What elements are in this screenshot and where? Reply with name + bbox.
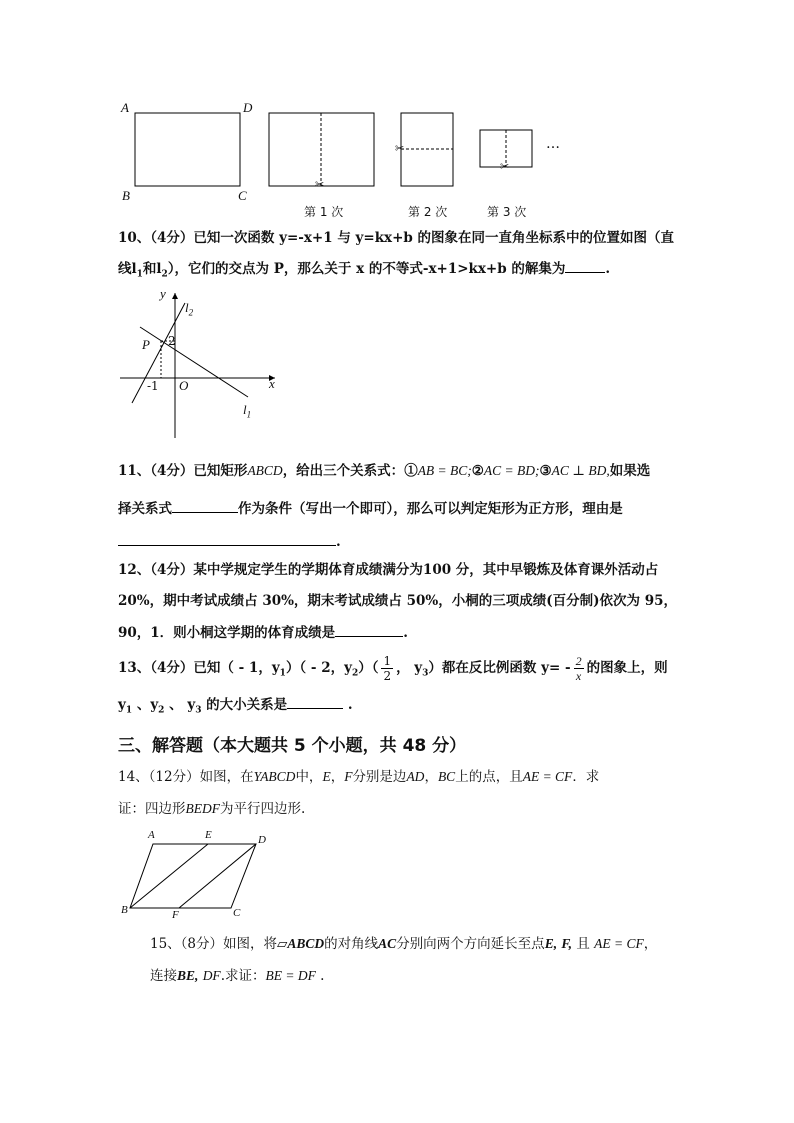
label-l2: $l_2$: [185, 300, 194, 318]
label-D: D: [243, 100, 253, 115]
caption-1: 第 1 次: [304, 205, 344, 219]
label-A: A: [121, 100, 129, 115]
label-B: B: [122, 188, 130, 203]
q11-line1: 11、（4分）已知矩形ABCD，给出三个关系式：①AB = BC;②AC = BD;③AC ⊥ BD,如果选: [118, 463, 651, 479]
q11-line2: 择关系式 作为条件（写出一个即可），那么可以判定矩形为正方形，理由是: [118, 498, 623, 519]
q15-line1: 15、（8分）如图，将▱ABCD的对角线AC分别向两个方向延长至点E, F, 且 AE = CF，: [150, 936, 658, 952]
scissors-icon: ✂: [500, 160, 510, 173]
cut-diagram: [110, 95, 580, 220]
q13-line2: $y_1$ 、$y_2$ 、 $y_3$ 的大小关系是 .: [118, 694, 353, 721]
label-C: C: [238, 188, 247, 203]
q12-line1: 12、（4分）某中学规定学生的学期体育成绩满分为100 分，其中早锻炼及体育课外活动占: [118, 562, 659, 578]
q14-line1: 14、（12分）如图，在YABCD中，E，F分别是边AD，BC上的点，且AE = CF．求: [118, 769, 600, 785]
segment-fd: [179, 844, 256, 908]
fraction-half: $\frac{1}{2}$: [383, 654, 392, 683]
label-2: 2: [168, 334, 176, 348]
answer-blank[interactable]: [335, 622, 403, 637]
answer-blank[interactable]: [565, 258, 605, 273]
label-E: E: [205, 829, 212, 841]
scissors-icon: ✂: [395, 142, 405, 155]
q13-line1: 13、（4分）已知（ - 1，$y_1)( - 2$，$y_2$）（ $\frac{1}{2}$ ， $y_3$）都在反比例函数 y= - $\frac{2}{x}$ 的图象上，则: [118, 654, 668, 683]
label-D: D: [258, 834, 266, 846]
caption-3: 第 3 次: [487, 205, 527, 219]
coordinate-graph: [115, 285, 285, 445]
ellipsis: …: [546, 136, 560, 152]
q10-line1: 10、（4分）已知一次函数 y=-x+1 与 y=kx+b 的图象在同一直角坐标系中的位置如图（直: [118, 230, 675, 246]
scissors-icon: ✂: [315, 178, 325, 191]
label-C: C: [233, 907, 241, 919]
q12-line3: 90，1．则小桐这学期的体育成绩是 .: [118, 622, 408, 643]
q11-line3: .: [118, 531, 341, 552]
q12-line2: 20%，期中考试成绩占 30%，期末考试成绩占 50%，小桐的三项成绩(百分制)依次为 95，: [118, 593, 678, 609]
label-F: F: [172, 909, 179, 921]
section-heading: 三、解答题（本大题共 5 个小题，共 48 分）: [118, 736, 467, 756]
parallelogram-abcd: [130, 844, 256, 908]
rect-abcd: [135, 113, 240, 186]
label-y: y: [160, 286, 166, 301]
fraction-2-over-x: $\frac{2}{x}$: [575, 654, 582, 683]
label-x: x: [269, 376, 275, 391]
q10-line2: 线$l_1$和$l_2$），它们的交点为 P，那么关于 x 的不等式-x+1>kx+b 的解集为 .: [118, 258, 610, 285]
answer-blank[interactable]: [172, 498, 238, 513]
q15-line2: 连接BE, DF.求证：BE = DF .: [150, 968, 325, 984]
label-neg1: -1: [147, 379, 159, 393]
label-O: O: [179, 378, 189, 393]
label-A: A: [148, 829, 155, 841]
caption-2: 第 2 次: [408, 205, 448, 219]
label-P: P: [142, 337, 150, 352]
parallelogram-diagram: [125, 835, 265, 915]
label-B: B: [121, 904, 128, 916]
label-l1: $l_1$: [243, 402, 252, 420]
q14-line2: 证：四边形BEDF为平行四边形.: [118, 801, 306, 817]
answer-blank[interactable]: [287, 694, 343, 709]
answer-blank[interactable]: [118, 531, 336, 546]
